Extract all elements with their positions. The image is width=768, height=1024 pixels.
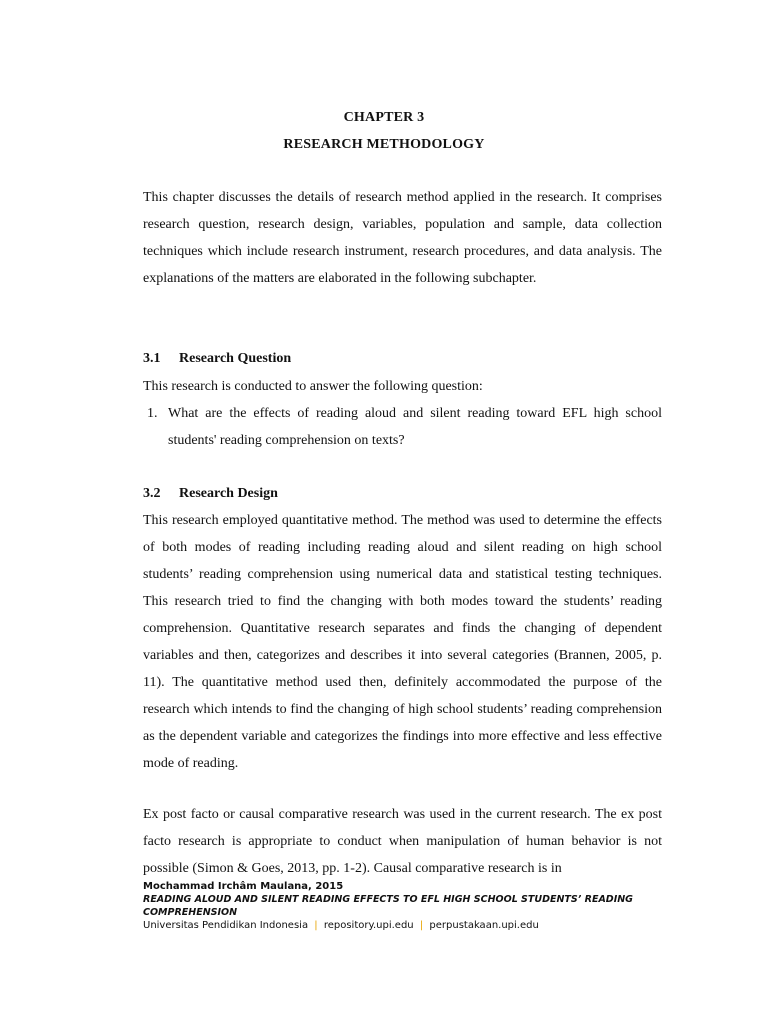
footer-author: Mochammad Irchâm Maulana, 2015 (143, 881, 344, 892)
section-heading-3-2 (143, 486, 278, 502)
page-footer (143, 880, 663, 932)
footer-separator: | (419, 920, 424, 931)
footer-links (143, 919, 663, 932)
intro-paragraph: This chapter discusses the details of research method applied in the research. It comprises research question, research design, variables, population and sample, data collection techniques which include research instrument, research procedures, and data analysis. The explanations of the matters are elaborated in the following subchapter. (143, 190, 662, 286)
section-title: Research Design (179, 486, 278, 501)
section-1-body: This research is conducted to answer the following question: (143, 379, 483, 394)
section-number: 3.2 (143, 486, 161, 501)
footer-library-link[interactable]: perpustakaan.upi.edu (429, 920, 539, 931)
footer-thesis-title: READING ALOUD AND SILENT READING EFFECTS TO EFL HIGH SCHOOL STUDENTS’ READING COMPREHENSION (143, 894, 633, 918)
list-item (143, 400, 662, 454)
section-title: Research Question (179, 351, 292, 366)
list-item-text: What are the effects of reading aloud and silent reading toward EFL high school students' reading comprehension on texts? (168, 406, 662, 448)
footer-separator: | (314, 920, 318, 931)
footer-university: Universitas Pendidikan Indonesia (143, 920, 309, 931)
section-2-body-continued: Ex post facto or causal comparative research was used in the current research. The ex post facto research is appropriate to conduct when manipulation of human behavior is not possible (Simon & Goes, 2013, pp. 1-2). Causal comparative research is in (143, 807, 662, 876)
chapter-title: RESEARCH METHODOLOGY (283, 137, 485, 152)
section-heading-3-1 (143, 351, 291, 367)
chapter-number: CHAPTER 3 (343, 110, 425, 125)
section-2-body: This research employed quantitative method. The method was used to determine the effects of both modes of reading including reading aloud and silent reading on high school students’ reading comprehension using numerical data and statistical testing techniques. This research tried to find the changing with both modes toward the students’ reading comprehension. Quantitative research separates and finds the changing of dependent variables and then, categorizes and describes it into several categories (Brannen, 2005, p. 11). The quantitative method used then, definitely accommodated the purpose of the research which intends to find the changing of high school students’ reading comprehension as the dependent variable and categorizes the findings into more effective and less effective mode of reading. (143, 513, 662, 771)
list-item-number: 1. (147, 406, 158, 421)
section-number: 3.1 (143, 351, 161, 366)
footer-repository-link[interactable]: repository.upi.edu (323, 920, 414, 931)
